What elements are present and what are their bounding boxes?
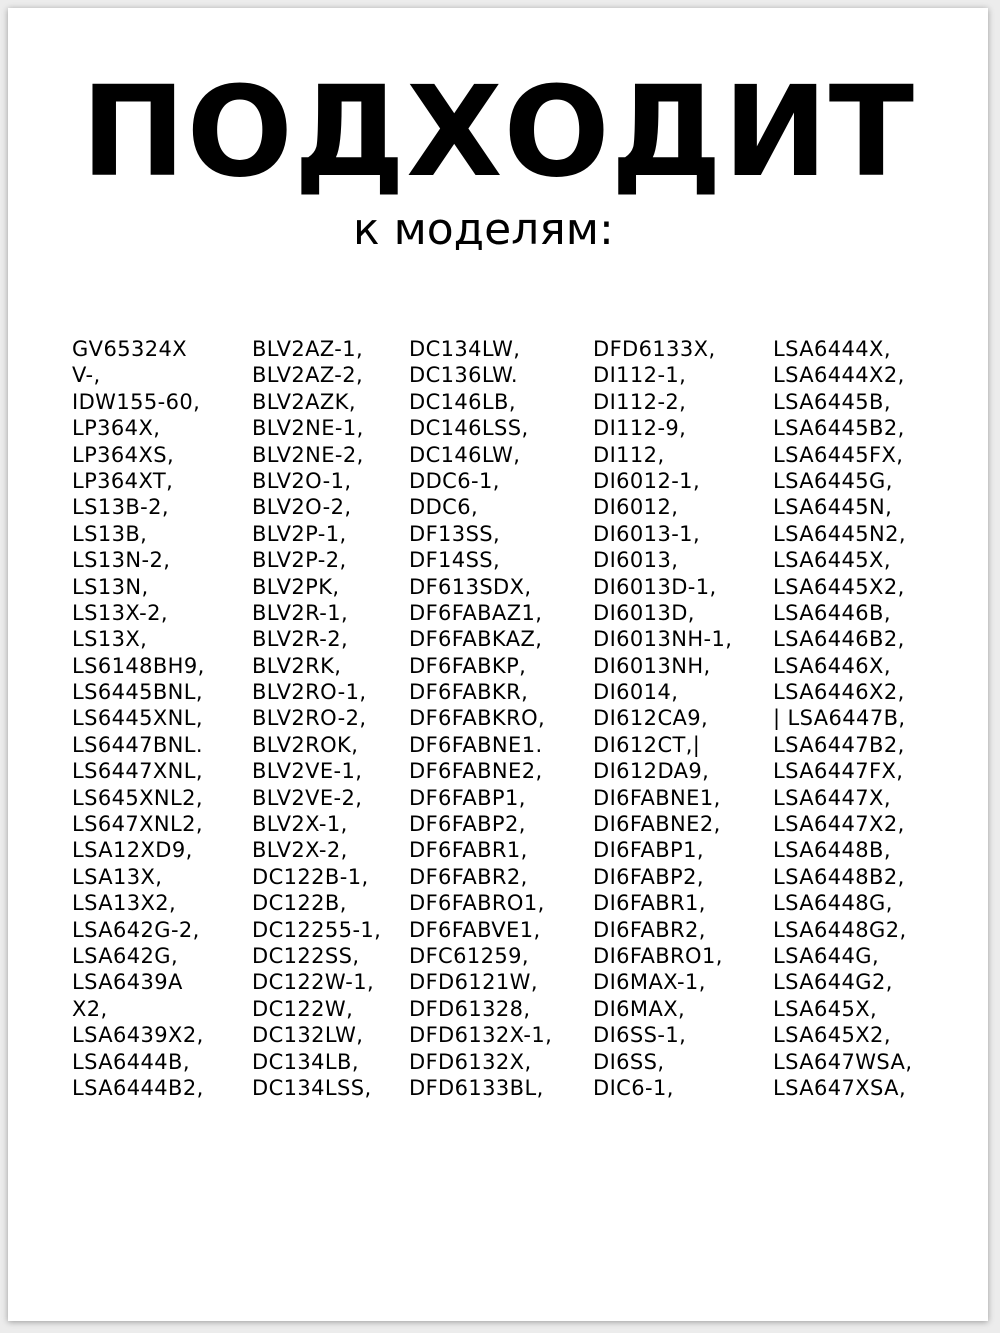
model-item: DI6MAX-1, [593,970,706,995]
model-item: DFD6133X, [593,337,716,361]
model-item: LSA6444X2, [773,363,905,388]
model-item: DI6013, [593,548,679,573]
model-item: LSA644G, [773,943,880,968]
model-item: BLV2NE-1, [252,416,364,441]
model-item: LP364XS, [72,442,175,467]
model-item: DI6013NH-1, [593,627,733,652]
model-item: DF6FABVE1, [409,917,541,942]
model-item: DI6SS-1, [593,1023,687,1048]
model-item: DC146LSS, [409,416,529,441]
model-item: DFD6132X-1, [409,1023,553,1048]
model-item: DC122B, [252,891,347,916]
model-item: DC12255-1, [252,917,382,942]
model-item: DF6FABNE1. [409,732,543,757]
model-item: BLV2AZ-1, [252,337,364,361]
model-item: BLV2X-2, [252,838,348,863]
model-item: DI112-2, [593,389,687,414]
model-item: DI6FABR2, [593,917,706,942]
model-item: DC122W-1, [252,970,375,995]
model-item: DI6013NH, [593,653,711,678]
model-item: DF6FABNE2, [409,759,543,784]
model-item: LSA6447FX, [773,759,904,784]
model-item: LSA6445X2, [773,574,905,599]
model-item: DI6FABRO1, [593,943,723,968]
model-item: DC134LSS, [252,1075,372,1100]
model-item: LSA6448G, [773,891,893,916]
model-item: LSA647WSA, [773,1049,913,1074]
model-item: BLV2O-2, [252,495,352,520]
model-item: LSA6445B, [773,389,891,414]
model-item: DI112-9, [593,416,687,441]
model-item: BLV2X-1, [252,812,348,837]
model-item: LS6445XNL, [72,706,203,731]
model-item: LP364XT, [72,468,174,493]
model-item: IDW155-60, [72,389,201,414]
model-item: LSA6439A [72,970,183,995]
model-item: LSA6445B2, [773,416,905,441]
model-item: BLV2P-2, [252,548,347,573]
model-item: LS6447XNL, [72,759,203,784]
model-item: DFD61328, [409,996,531,1021]
model-item: BLV2ROK, [252,732,359,757]
model-item: LS13B, [72,521,148,546]
model-item: DI6FABNE1, [593,785,721,810]
model-item: LSA6444X, [773,337,891,361]
model-item: DI6013D, [593,600,695,625]
model-item: LSA6445N2, [773,521,906,546]
model-item: DI6FABNE2, [593,812,721,837]
model-column [409,336,552,1101]
model-item: LSA644G2, [773,970,893,995]
model-item: LSA6445N, [773,495,893,520]
model-item: LS6447BNL. [72,732,203,757]
model-item: DC122W, [252,996,354,1021]
model-list [8,336,988,1116]
model-item: LSA6448G2, [773,917,907,942]
model-item: LSA13X2, [72,891,177,916]
model-item: DC146LB, [409,389,516,414]
model-item: DI612CT,| [593,732,701,757]
model-item: LS6148BH9, [72,653,205,678]
model-item: DI6013D-1, [593,574,717,599]
model-item: BLV2RO-1, [252,680,367,705]
model-item: LSA12XD9, [72,838,193,863]
model-item: LS13X, [72,627,148,652]
model-item: X2, [72,996,108,1021]
model-item: LP364X, [72,416,161,441]
model-item: DIC6-1, [593,1075,674,1100]
model-item: LS13N, [72,574,149,599]
model-item: DF13SS, [409,521,501,546]
model-item: DDC6-1, [409,468,500,493]
model-item: DFD6121W, [409,970,538,995]
model-item: LS13X-2, [72,600,168,625]
model-item: BLV2AZK, [252,389,356,414]
page-subtitle: к моделям: [353,204,614,255]
model-item: DDC6, [409,495,479,520]
model-item: LSA6448B, [773,838,891,863]
model-item: BLV2PK, [252,574,340,599]
model-item: DI612CA9, [593,706,709,731]
model-column [593,336,732,1101]
model-item: BLV2VE-1, [252,759,363,784]
model-item: DC146LW, [409,442,521,467]
model-column [72,336,205,1101]
model-item: DF6FABR1, [409,838,528,863]
model-item: DC134LB, [252,1049,359,1074]
model-item: BLV2O-1, [252,468,352,493]
model-item: LSA6446B, [773,600,891,625]
model-item: DF14SS, [409,548,501,573]
model-item: LSA6445FX, [773,442,904,467]
model-item: LSA6445G, [773,468,893,493]
model-item: DI6012, [593,495,679,520]
model-item: GV65324X [72,337,188,361]
model-item: DF613SDX, [409,574,532,599]
model-item: DC122B-1, [252,864,369,889]
model-item: DFC61259, [409,943,529,968]
model-item: LS6445BNL, [72,680,203,705]
model-item: DC136LW. [409,363,518,388]
model-item: LSA645X2, [773,1023,891,1048]
model-item: DF6FABR2, [409,864,528,889]
model-item: DI6FABP1, [593,838,704,863]
model-item: DF6FABKP, [409,653,527,678]
model-item: LS645XNL2, [72,785,203,810]
model-item: | LSA6447B, [773,706,906,731]
model-item: LSA13X, [72,864,163,889]
model-item: LSA6445X, [773,548,891,573]
model-item: DF6FABAZ1, [409,600,543,625]
model-item: DI6SS, [593,1049,665,1074]
model-item: LSA6446B2, [773,627,905,652]
model-item: LSA6448B2, [773,864,905,889]
model-item: BLV2RK, [252,653,342,678]
model-item: DC122SS, [252,943,360,968]
model-item: BLV2P-1, [252,521,347,546]
model-item: LSA6446X2, [773,680,905,705]
model-item: DF6FABRO1, [409,891,545,916]
model-item: DI6FABP2, [593,864,704,889]
model-item: V-, [72,363,101,388]
document-page [8,8,988,1321]
model-item: DF6FABKAZ, [409,627,543,652]
model-item: DI6013-1, [593,521,701,546]
model-item: DI6FABR1, [593,891,706,916]
model-item: LS13N-2, [72,548,171,573]
model-item: DI6012-1, [593,468,701,493]
model-item: DFD6132X, [409,1049,532,1074]
model-item: DC134LW, [409,337,521,361]
model-item: BLV2RO-2, [252,706,367,731]
model-item: DF6FABP2, [409,812,526,837]
model-item: LSA642G, [72,943,179,968]
model-item: LSA647XSA, [773,1075,907,1100]
model-item: DI6014, [593,680,679,705]
model-item: LSA6444B, [72,1049,190,1074]
model-item: BLV2R-2, [252,627,349,652]
model-item: DFD6133BL, [409,1075,544,1100]
model-item: BLV2NE-2, [252,442,364,467]
model-item: DI112, [593,442,665,467]
model-item: LSA6447X2, [773,812,905,837]
model-item: DF6FABKR, [409,680,529,705]
model-column [252,336,381,1101]
model-item: DI6MAX, [593,996,686,1021]
model-item: LSA6447X, [773,785,891,810]
model-column [773,336,912,1101]
model-item: DC132LW, [252,1023,364,1048]
model-item: DI112-1, [593,363,687,388]
model-item: DF6FABKRO, [409,706,546,731]
model-item: BLV2VE-2, [252,785,363,810]
model-item: LS647XNL2, [72,812,203,837]
model-item: LSA6439X2, [72,1023,204,1048]
model-item: BLV2AZ-2, [252,363,364,388]
model-item: LSA6447B2, [773,732,905,757]
page-title: ПОДХОДИТ [80,60,916,205]
model-item: LS13B-2, [72,495,169,520]
model-item: DI612DA9, [593,759,710,784]
model-item: LSA645X, [773,996,878,1021]
model-item: LSA642G-2, [72,917,200,942]
model-item: LSA6444B2, [72,1075,204,1100]
model-item: LSA6446X, [773,653,891,678]
model-item: BLV2R-1, [252,600,349,625]
model-item: DF6FABP1, [409,785,526,810]
